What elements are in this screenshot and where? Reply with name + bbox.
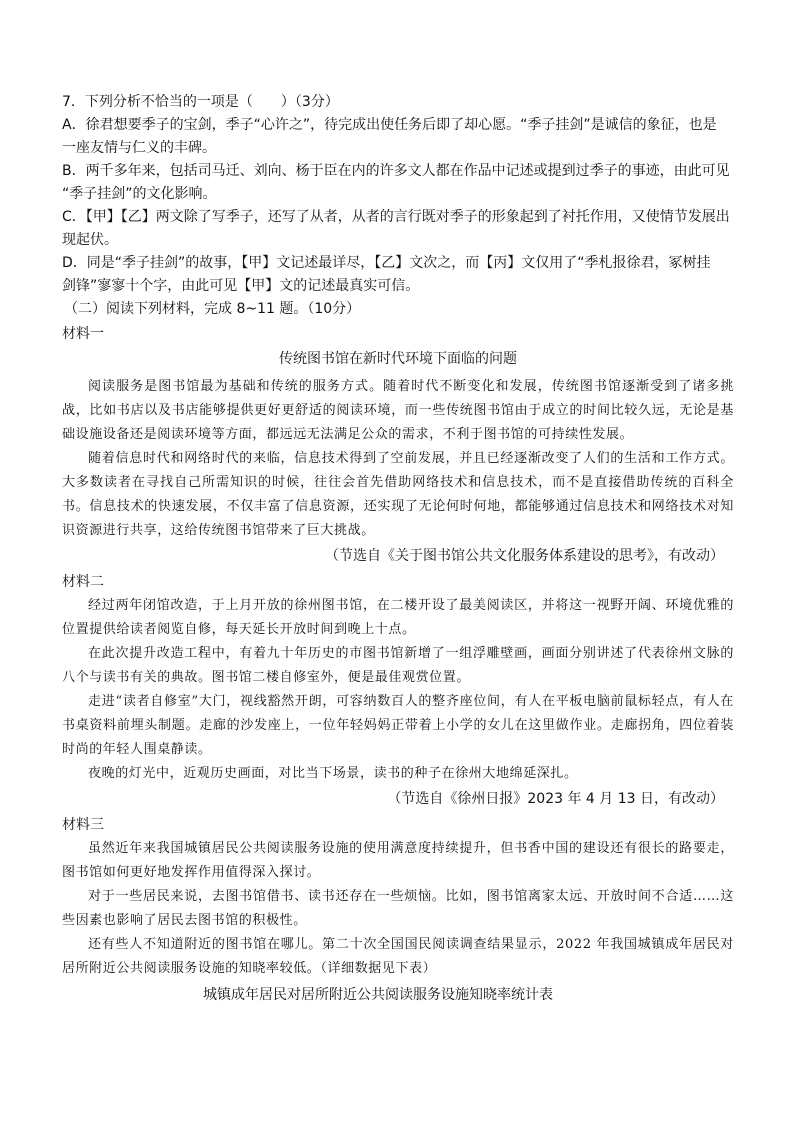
material-2-paragraph: 夜晚的灯光中，近观历史画面，对比当下场景，读书的种子在徐州大地绵延深扎。	[88, 766, 578, 781]
question-7-stem: 7．下列分析不恰当的一项是（ ）（3分）	[62, 94, 339, 110]
material-1-source: （节选自《关于图书馆公共文化服务体系建设的思考》，有改动）	[325, 548, 724, 564]
section-2-heading: （二）阅读下列材料，完成 8~11 题。（10分）	[64, 301, 361, 317]
material-3-paragraph: 虽然近年来我国城镇居民公共阅读服务设施的使用满意度持续提升，但书香中国的建设还有很长的路要走，图书馆如何更好地发挥作用值得深入探讨。	[62, 841, 734, 880]
question-7-option-a	[62, 114, 734, 160]
material-2-paragraph: 经过两年闭馆改造，于上月开放的徐州图书馆，在二楼开设了最美阅读区，并将这一视野开阔、环境优雅的位置提供给读者阅览自修，每天延长开放时间到晚上十点。	[62, 598, 734, 637]
option-line: A．徐君想要季子的宝剑，季子“心许之”，待完成出使任务后即了却心愿。“季子挂剑”是诚信的象征，也是	[62, 117, 717, 133]
option-line: 剑锋”寥寥十个字，由此可见【甲】文的记述最真实可信。	[62, 278, 420, 294]
question-7-option-d	[62, 252, 734, 298]
material-1-title: 传统图书馆在新时代环境下面临的问题	[279, 351, 517, 367]
option-line: “季子挂剑”的文化影响。	[62, 186, 217, 202]
option-line: 现起伏。	[62, 232, 118, 248]
option-line: B．两千多年来，包括司马迁、刘向、杨于臣在内的许多文人都在作品中记述或提到过季子的事迹，由此可见	[62, 163, 730, 179]
material-2-label: 材料二	[62, 574, 104, 590]
material-2-source: （节选自《徐州日报》2023 年 4 月 13 日，有改动）	[387, 791, 724, 807]
material-3-paragraph: 还有些人不知道附近的图书馆在哪儿。第二十次全国国民阅读调查结果显示，2022 年我国城镇成年居民对居所附近公共阅读服务设施的知晓率较低。（详细数据见下表）	[62, 937, 734, 976]
option-line: 一座友情与仁义的丰碑。	[62, 140, 216, 156]
exam-page	[62, 91, 734, 1007]
material-1-paragraph: 阅读服务是图书馆最为基础和传统的服务方式。随着时代不断变化和发展，传统图书馆逐渐受到了诸多挑战，比如书店以及书店能够提供更好更舒适的阅读环境，而一些传统图书馆由于成立的时间比较久远，无论是基础设施设备还是阅读环境等方面，都远远无法满足公众的需求，不利于图书馆的可持续性发展。	[62, 379, 734, 442]
material-3-label: 材料三	[62, 817, 104, 833]
question-7-option-b	[62, 160, 734, 206]
option-line: D．同是“季子挂剑”的故事，【甲】文记述最详尽，【乙】文次之，而【丙】文仅用了“季札报徐君，冢树挂	[62, 255, 711, 271]
material-1-paragraph: 随着信息时代和网络时代的来临，信息技术得到了空前发展，并且已经逐渐改变了人们的生活和工作方式。大多数读者在寻找自己所需知识的时候，往往会首先借助网络技术和信息技术，而不是直接借助传统的百科全书。信息技术的快速发展，不仅丰富了信息资源，还实现了无论何时何地，都能够通过信息技术和网络技术对知识资源进行共享，这给传统图书馆带来了巨大挑战。	[62, 451, 734, 538]
material-3-paragraph: 对于一些居民来说，去图书馆借书、读书还存在一些烦恼。比如，图书馆离家太远、开放时间不合适……这些因素也影响了居民去图书馆的积极性。	[62, 889, 734, 928]
option-line: C．【甲】【乙】两文除了写季子，还写了从者，从者的言行既对季子的形象起到了衬托作用，又使情节发展出	[62, 209, 730, 225]
material-2-paragraph: 在此次提升改造工程中，有着九十年历史的市图书馆新增了一组浮雕壁画，画面分别讲述了代表徐州文脉的八个与读书有关的典故。图书馆二楼自修室外，便是最佳观赏位置。	[62, 646, 734, 685]
question-7-option-c	[62, 206, 734, 252]
material-1-label: 材料一	[62, 326, 104, 342]
material-2-paragraph: 走进“读者自修室”大门，视线豁然开朗，可容纳数百人的整齐座位间，有人在平板电脑前鼠标轻点，有人在书桌资料前埋头制题。走廊的沙发座上，一位年轻妈妈正带着上小学的女儿在这里做作业。走廊拐角，四位着装时尚的年轻人围桌静读。	[62, 694, 734, 757]
table-caption: 城镇成年居民对居所附近公共阅读服务设施知晓率统计表	[203, 987, 553, 1003]
